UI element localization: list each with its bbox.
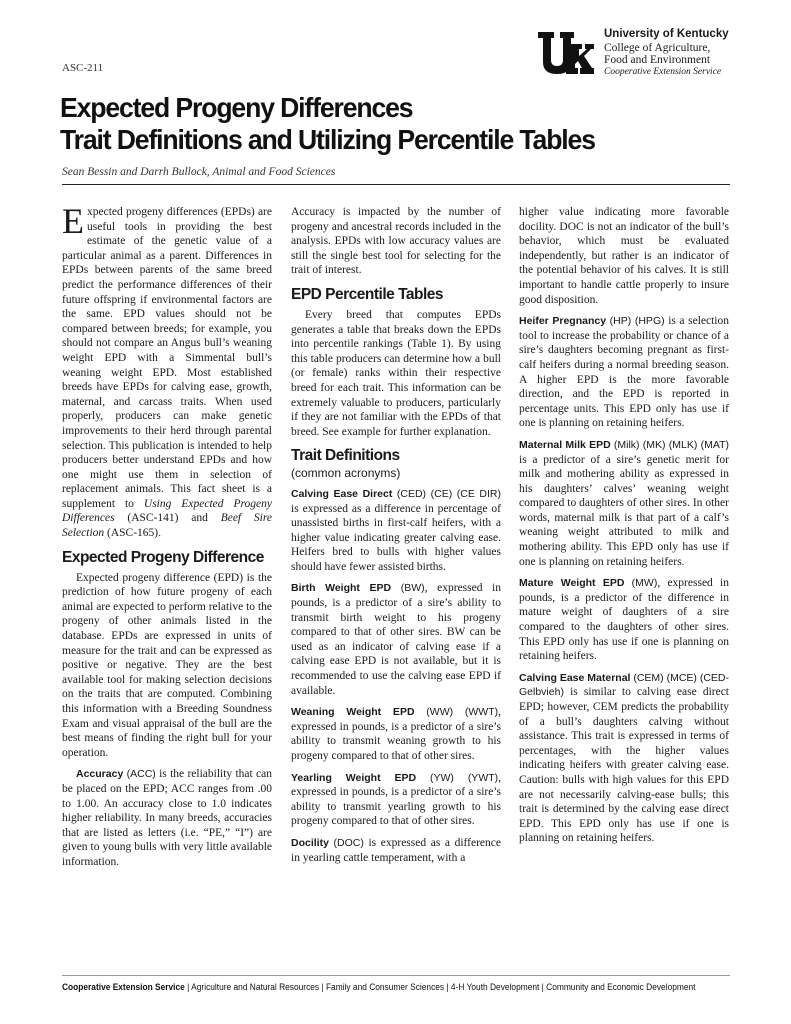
heading-trait-definitions: Trait Definitions [291,447,400,465]
subheading-common-acronyms: (common acronyms) [291,466,401,481]
drop-cap: E [62,201,84,241]
authors-line: Sean Bessin and Darrh Bullock, Animal and Food Sciences [62,166,336,178]
uk-logo-icon [536,30,594,76]
extension-service-label: Cooperative Extension Service [604,67,722,77]
column-2 [291,205,501,872]
reference-beef-sire-selection: Beef Sire Selection [62,512,273,540]
reference-using-epds: Using Expected Progeny Differences [62,497,272,525]
trait-mature-weight: Mature Weight EPD (MW), expressed in pounds, is a predictor of the difference in mature weight of daughters of a sire compared to the daughters of other sires. This EPD only has use if one is planning on retaining heifers. [519,577,729,663]
docility-continued-paragraph: higher value indicating more favorable docility. DOC is not an indicator of the bull’s behavior, which must be evaluated independently, but rather is an indicator of the potential behavior of his calves. It is still important to handle cattle properly to insure good disposition. [519,206,729,306]
term-accuracy: Accuracy [76,768,124,781]
page-title [60,92,706,156]
trait-heifer-pregnancy: Heifer Pregnancy (HP) (HPG) is a selection tool to increase the probability or chance of a sire’s daughters becoming pregnant as first-calf heifers during a normal breeding season. A higher EPD is the more favorable direction, and the EPD is reported in percentage units. This EPD only has use if one is planning on retaining heifers. [519,315,729,430]
accuracy-paragraph: Accuracy (ACC) is the reliability that can be placed on the EPD; ACC ranges from .00 to 1.00. An accuracy close to 1.0 indicates higher reliability. In many breeds, accuracies that are listed as letters (i.e. “PE,” “I”) are given to young bulls with very little available information. [62,768,273,868]
footer-divider [62,975,730,976]
trait-maternal-milk: Maternal Milk EPD (Milk) (MK) (MLK) (MAT) is a predictor of a sire’s genetic merit for milk and mothering ability as expressed in his daughters’ calves’ weaning weight compared to daughters of other sires. In other words, maternal milk is that part of a calf’s weaning weight attributed to milk and mothering ability. This EPD only has use if one is planning on retaining heifers. [519,438,729,568]
trait-docility: Docility (DOC) is expressed as a difference in yearling cattle temperament, with a [291,836,501,864]
percentile-paragraph: Every breed that computes EPDs generates a table that breaks down the EPDs into percentile rankings (Table 1). By using this table producers can determine how a bull (or female) ranks within their respective breed for each trait. This information can be extremely valuable to producers, particularly if they are not familiar with the EPDs of that breed. See example for further explanation. [291,308,501,438]
title-divider [62,184,730,185]
intro-paragraph: Expected progeny differences (EPDs) are useful tools in providing the best estimate of the genetic value of a particular animal as a parent. Differences in EPDs between parents of the same breed predict the performance differences of their future offspring if environmental factors are the same. EPD values should not be compared between breeds; for example, you should not compare an Angus bull’s weaning weight EPD with a Simmental bull’s weaning weight EPD. Most established breeds have EPDs for calving ease, growth, maternal, and carcass traits. When used properly, producers can make genetic improvements to their herd through parental selection. This publication is intended to help producers better understand EPDs and how one might use them in selection of replacement animals. This fact sheet is a supplement to Using Expected Progeny Differences (ASC-141) and Beef Sire Selection (ASC-165). [62,201,273,540]
footer-service: Cooperative Extension Service [62,982,185,992]
footer-program-list: | Agriculture and Natural Resources | Family and Consumer Sciences | 4-H Youth Development | Community and Economic Development [184,982,696,992]
university-name: University of Kentucky [604,28,729,40]
title-line-1: Expected Progeny Differences [60,92,413,123]
trait-birth-weight: Birth Weight EPD (BW), expressed in pounds, is a predictor of a sire’s ability to transmit birth weight to his progeny compared to that of other sires. BW can be used as an indicator of calving ease if a calving ease EPD is not available, but it is recommended to use the calving ease EPD if available. [291,582,502,697]
column-3 [519,205,729,853]
accuracy-continued-paragraph: Accuracy is impacted by the number of progeny and ancestral records included in the analysis. EPDs with low accuracy values are still the single best tool for selecting for the trait of interest. [291,206,501,277]
trait-calving-ease-direct: Calving Ease Direct (CED) (CE) (CE DIR) is expressed as a difference in percentage of unassisted births in first-calf heifers, with a higher value indicating greater calving ease. Heifers bred to bulls with higher values should have fewer assisted births. [291,487,502,573]
publication-number: ASC-211 [62,62,104,74]
heading-expected-progeny-difference: Expected Progeny Difference [62,548,264,566]
footer-programs [62,982,713,992]
title-line-2: Trait Definitions and Utilizing Percentile Tables [60,124,595,155]
trait-calving-ease-maternal: Calving Ease Maternal (CEM) (MCE) (CED-Gelbvieh) is similar to calving ease direct EPD; however, CEM predicts the probability of a bull’s daughters calving without assistance. This trait is expressed in terms of percentages, with the higher values indicating heifers with greater calving ease. Caution: bulls with high values for this EPD are not necessarily calving-ease bulls; this trait is determined by the calving ease direct EPD. This EPD only has use if one is planning on retaining heifers. [519,671,729,845]
trait-weaning-weight: Weaning Weight EPD (WW) (WWT), expressed in pounds, is a predictor of a sire’s ability to transmit weaning growth to his progeny compared to that of other sires. [291,706,501,762]
epd-definition-paragraph: Expected progeny difference (EPD) is the prediction of how future progeny of each animal are expected to perform relative to the progeny of other animals listed in the database. EPDs are expressed in units of measure for the trait and can be expressed as positive or negative. They are the best available tool for making selection decisions on the traits that are computed. Combining this information with a Breeding Soundness Exam and visual appraisal of the bull are the best means of finding the right bull for your operation. [62,571,272,759]
trait-yearling-weight: Yearling Weight EPD (YW) (YWT), expressed in pounds, is a predictor of a sire’s ability to transmit yearling growth to his progeny compared to that of other sires. [291,771,502,828]
heading-percentile-tables: EPD Percentile Tables [291,285,444,303]
college-name: College of Agriculture, Food and Environment [604,42,711,66]
column-1 [62,201,273,877]
